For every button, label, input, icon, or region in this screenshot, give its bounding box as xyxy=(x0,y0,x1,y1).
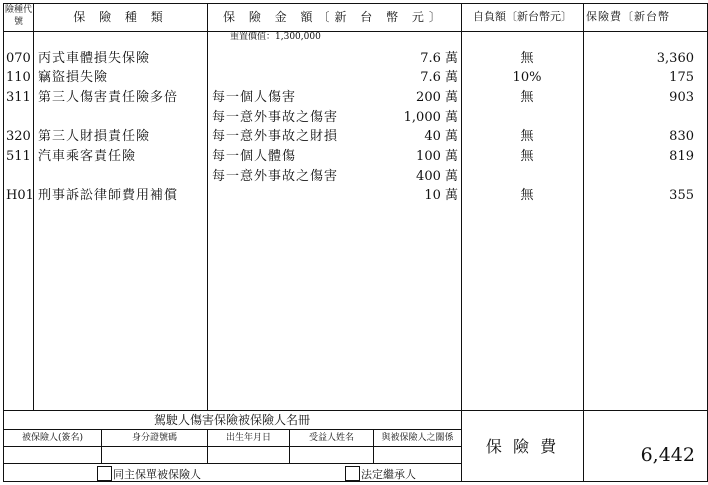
item-code: 110 xyxy=(6,70,31,85)
item-premium: 830 xyxy=(669,129,694,144)
header-amount: 保 險 金 額〔新 台 幣 元〕 xyxy=(223,10,446,24)
item-desc: 每一意外事故之傷害 xyxy=(212,169,339,184)
item-premium: 903 xyxy=(669,90,694,105)
legal-heir-checkbox[interactable] xyxy=(345,466,360,481)
item-deductible: 無 xyxy=(520,149,534,164)
driver-col-id: 身分證號碼 xyxy=(131,433,177,443)
header-deductible: 自負額〔新台幣元〕 xyxy=(473,10,572,23)
driver-section-title: 駕駛人傷害保險被保險人名冊 xyxy=(153,413,310,427)
item-amount: 1,000 萬 xyxy=(403,110,458,125)
item-amount: 100 萬 xyxy=(416,149,458,164)
border-bottom xyxy=(3,481,708,482)
item-amount: 400 萬 xyxy=(416,169,458,184)
col-divider-code xyxy=(33,3,34,410)
owner-checkbox-label: 同主保單被保險人 xyxy=(113,468,201,481)
item-name: 汽車乘客責任險 xyxy=(38,149,137,164)
header-code: 險種代號 xyxy=(4,5,32,27)
header-premium: 保險費〔新台幣 xyxy=(586,10,670,23)
item-desc: 每一意外事故之財損 xyxy=(212,129,339,144)
replacement-value: 重置價值：1,300,000 xyxy=(230,32,321,42)
item-desc: 每一個人體傷 xyxy=(212,149,297,164)
section-divider xyxy=(3,410,708,411)
driver-row-divider xyxy=(3,463,461,464)
driver-col-birthdate: 出生年月日 xyxy=(225,433,271,443)
item-name: 刑事訴訟律師費用補償 xyxy=(38,188,179,203)
owner-checkbox[interactable] xyxy=(97,466,112,481)
item-code: 070 xyxy=(6,51,31,66)
item-amount: 40 萬 xyxy=(424,129,458,144)
item-deductible: 無 xyxy=(520,129,534,144)
item-amount: 10 萬 xyxy=(424,188,458,203)
item-amount: 7.6 萬 xyxy=(420,70,458,85)
item-code: H01 xyxy=(6,188,34,203)
item-code: 320 xyxy=(6,129,31,144)
item-code: 511 xyxy=(6,149,31,164)
header-divider xyxy=(3,31,708,32)
item-deductible: 無 xyxy=(520,51,534,66)
header-type: 保 險 種 類 xyxy=(73,10,168,24)
item-name: 竊盜損失險 xyxy=(38,70,109,85)
item-name: 丙式車體損失保險 xyxy=(38,51,151,66)
driver-title-divider xyxy=(3,429,461,430)
total-premium-value: 6,442 xyxy=(640,444,695,466)
item-premium: 355 xyxy=(669,188,694,203)
legal-heir-checkbox-label: 法定繼承人 xyxy=(361,468,416,481)
item-deductible: 無 xyxy=(520,188,534,203)
driver-header-divider xyxy=(3,446,461,447)
item-premium: 3,360 xyxy=(656,51,694,66)
border-top xyxy=(3,3,708,4)
item-desc: 每一個人傷害 xyxy=(212,90,297,105)
item-premium: 819 xyxy=(669,149,694,164)
driver-col-signature: 被保險人(簽名) xyxy=(21,433,84,443)
item-amount: 7.6 萬 xyxy=(420,51,458,66)
total-premium-label: 保 險 費 xyxy=(485,437,560,456)
item-premium: 175 xyxy=(669,70,694,85)
item-amount: 200 萬 xyxy=(416,90,458,105)
item-deductible: 無 xyxy=(520,90,534,105)
driver-col-beneficiary: 受益人姓名 xyxy=(308,433,354,443)
col-divider-type xyxy=(207,3,208,410)
item-code: 311 xyxy=(6,90,31,105)
driver-col-relationship: 與被保險人之關係 xyxy=(381,433,454,443)
item-deductible: 10% xyxy=(512,70,542,85)
item-name: 第三人財損責任險 xyxy=(38,129,151,144)
item-name: 第三人傷害責任險多倍 xyxy=(38,90,179,105)
item-desc: 每一意外事故之傷害 xyxy=(212,110,339,125)
